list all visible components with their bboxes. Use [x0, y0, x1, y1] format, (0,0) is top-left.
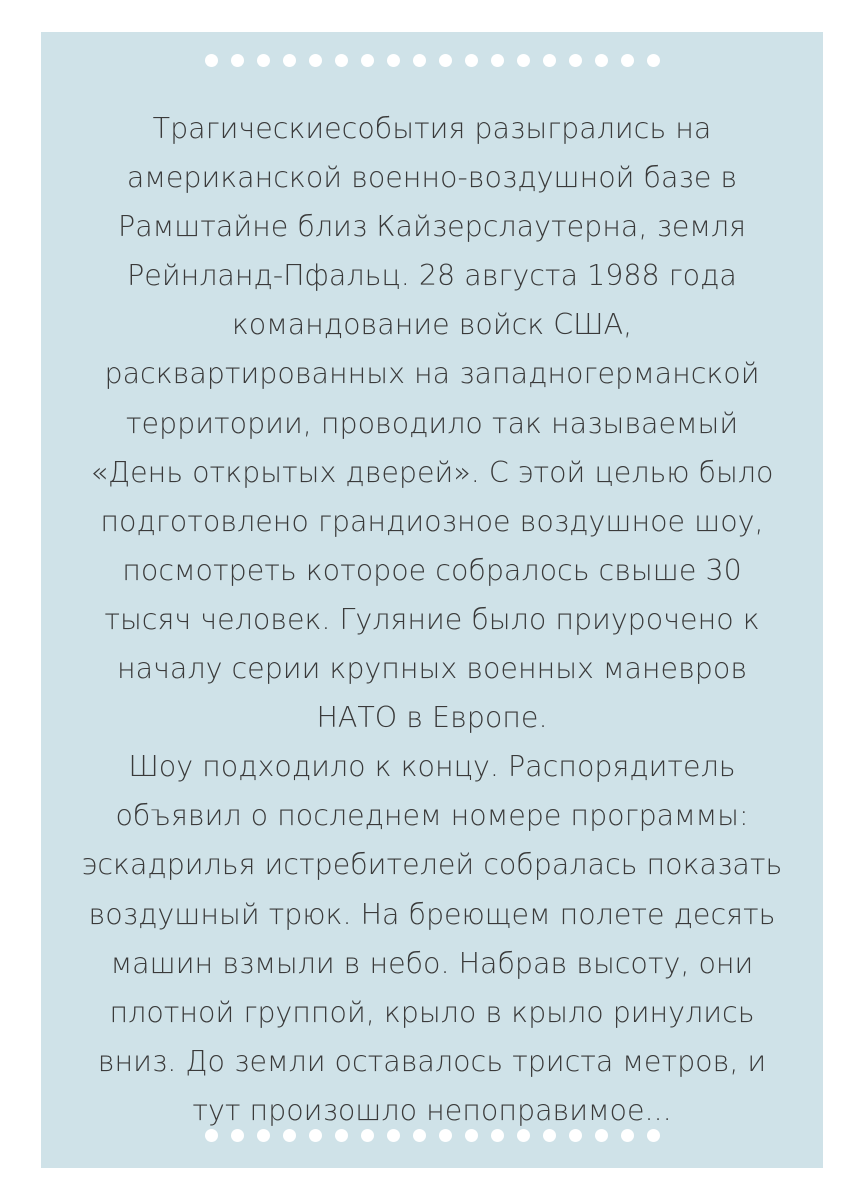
text-line: эскадрилья истребителей собралась показать [81, 848, 783, 882]
dot-icon [491, 1129, 504, 1142]
dot-icon [647, 54, 660, 67]
dot-icon [465, 54, 478, 67]
dot-icon [517, 1129, 530, 1142]
text-line: расквартированных на западногерманской [104, 357, 760, 391]
dot-icon [257, 54, 270, 67]
article-text [61, 104, 803, 1135]
text-line: объявил о последнем номере программы: [115, 799, 749, 833]
dot-icon [543, 54, 556, 67]
text-line: подготовлено грандиозное воздушное шоу, [100, 504, 764, 538]
dot-icon [387, 54, 400, 67]
dot-icon [257, 1129, 270, 1142]
dot-icon [413, 54, 426, 67]
text-line: Рейнланд-Пфальц. 28 августа 1988 года [127, 259, 737, 293]
text-line: территории, проводило так называемый [125, 406, 739, 440]
text-line: Трагическиесобытия разыгрались на [152, 112, 712, 145]
text-line: тысяч человек. Гуляние было приурочено к [104, 602, 760, 636]
text-line: НАТО в Европе. [316, 701, 548, 735]
dot-icon [595, 54, 608, 67]
text-line: машин взмыли в небо. Набрав высоту, они [110, 946, 754, 980]
dot-icon [309, 1129, 322, 1142]
dot-icon [465, 1129, 478, 1142]
text-line: началу серии крупных военных маневров [116, 652, 748, 686]
dot-icon [335, 54, 348, 67]
dot-icon [595, 1129, 608, 1142]
text-line: американской военно-воздушной базе в [126, 161, 738, 195]
dot-icon [231, 54, 244, 67]
dot-icon [439, 1129, 452, 1142]
dot-icon [413, 1129, 426, 1142]
dot-icon [205, 54, 218, 67]
text-line: «День открытых дверей». С этой целью было [90, 455, 774, 489]
dot-icon [205, 1129, 218, 1142]
dot-icon [621, 54, 634, 67]
dot-icon [361, 1129, 374, 1142]
dot-icon [283, 1129, 296, 1142]
text-line: воздушный трюк. На бреющем полете десять [88, 897, 776, 931]
dot-icon [439, 54, 452, 67]
text-line: Шоу подходило к концу. Распорядитель [128, 750, 736, 784]
text-card [41, 32, 823, 1168]
text-line: вниз. До земли оставалось триста метров, и [97, 1044, 767, 1078]
bottom-dot-row [41, 1129, 823, 1142]
dot-icon [491, 54, 504, 67]
dot-icon [387, 1129, 400, 1142]
dot-icon [543, 1129, 556, 1142]
dot-icon [283, 54, 296, 67]
dot-icon [621, 1129, 634, 1142]
dot-icon [361, 54, 374, 67]
dot-icon [309, 54, 322, 67]
dot-icon [647, 1129, 660, 1142]
dot-icon [517, 54, 530, 67]
dot-icon [569, 1129, 582, 1142]
text-line: командование войск США, [231, 308, 633, 342]
dot-icon [335, 1129, 348, 1142]
top-dot-row [41, 54, 823, 67]
text-line: плотной группой, крыло в крыло ринулись [109, 995, 755, 1029]
text-line: тут произошло непоправимое... [192, 1093, 672, 1127]
dot-icon [569, 54, 582, 67]
text-line: Рамштайне близ Кайзерслаутерна, земля [118, 210, 746, 244]
text-line: посмотреть которое собралось свыше 30 [122, 553, 742, 587]
dot-icon [231, 1129, 244, 1142]
